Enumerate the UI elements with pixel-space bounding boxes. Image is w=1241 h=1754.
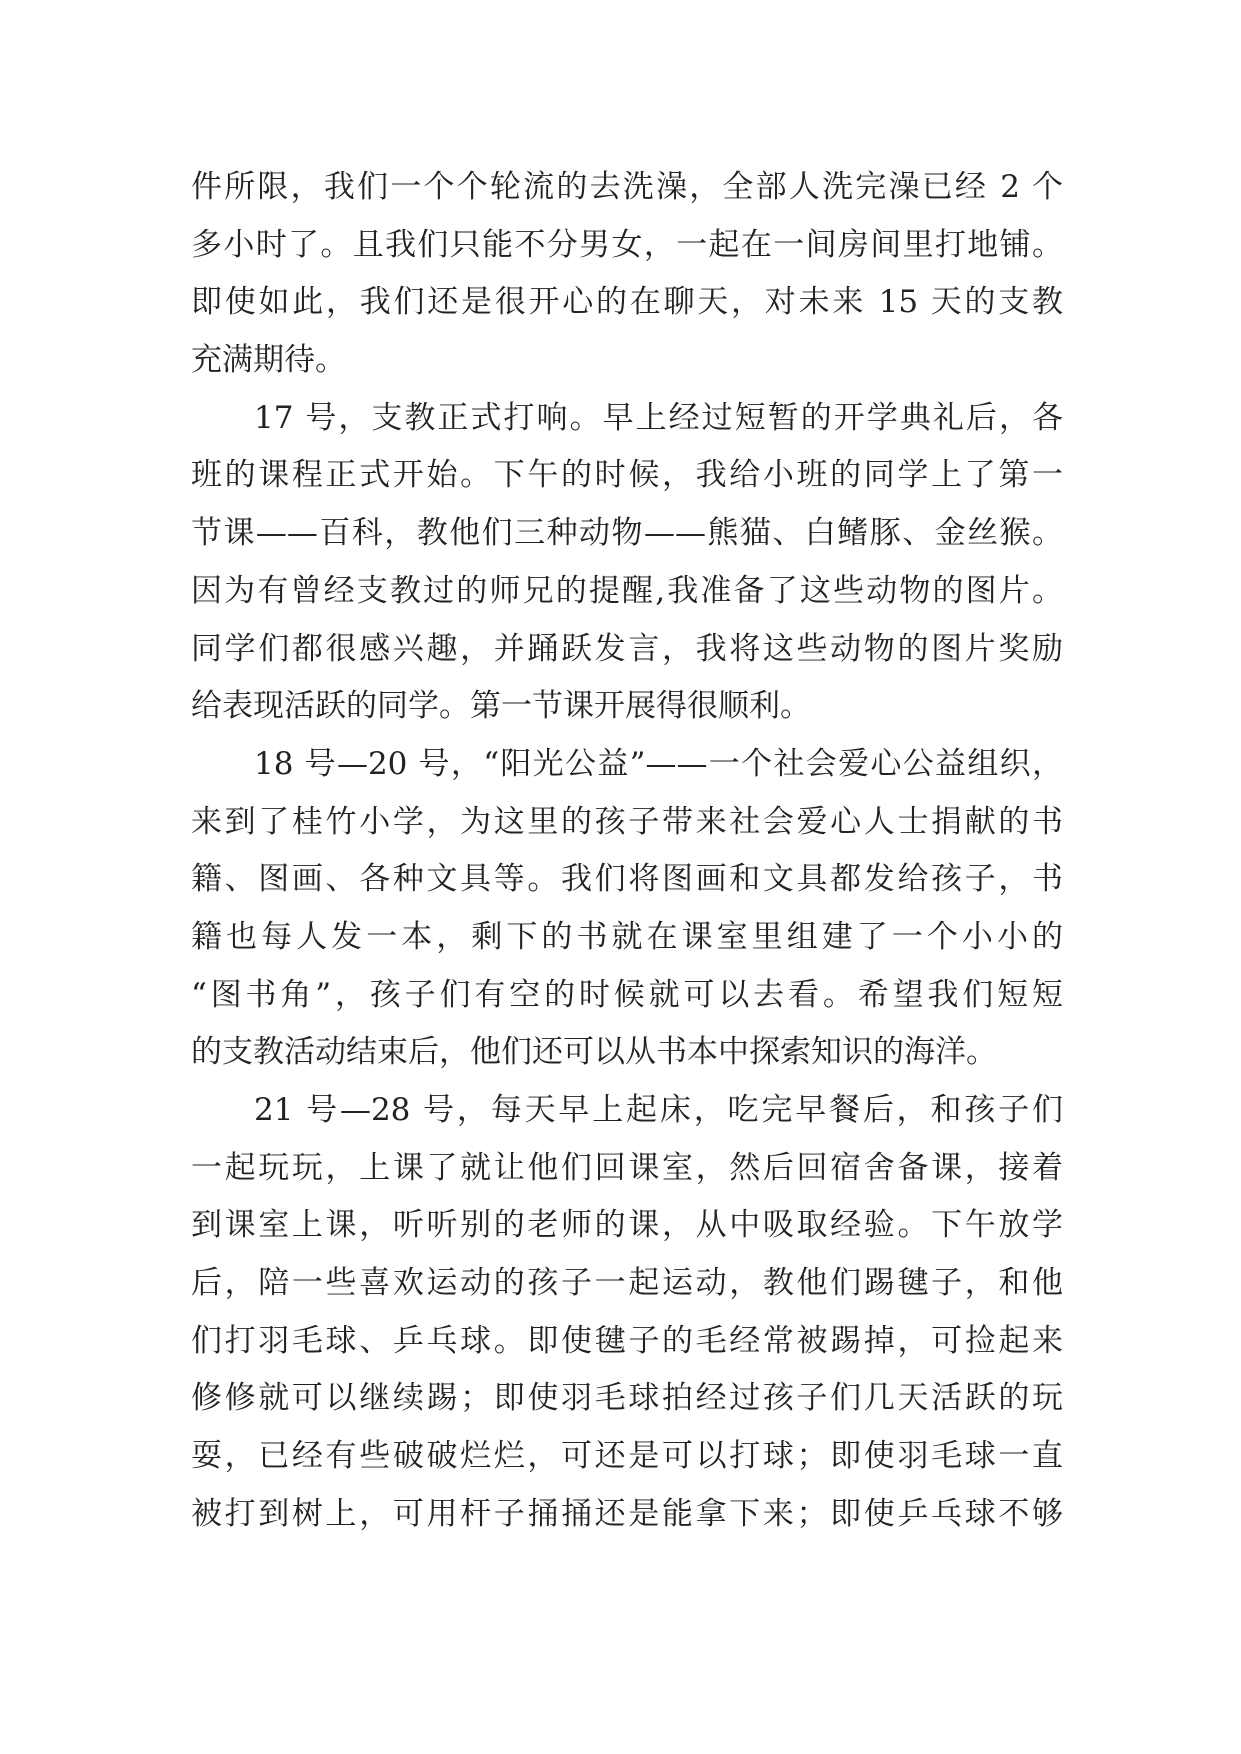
text-line: 被打到树上，可用杆子捅捅还是能拿下来；即使乒乓球不够 <box>191 1495 1063 1532</box>
text-line: 们打羽毛球、乒乓球。即使毽子的毛经常被踢掉，可捡起来 <box>191 1322 1063 1359</box>
text-line: 到课室上课，听听别的老师的课，从中吸取经验。下午放学 <box>191 1207 1063 1244</box>
text-line: 同学们都很感兴趣，并踊跃发言，我将这些动物的图片奖励 <box>191 630 1063 667</box>
text-line: 修修就可以继续踢；即使羽毛球拍经过孩子们几天活跃的玩 <box>191 1380 1063 1417</box>
text-line: 节课——百科，教他们三种动物——熊猫、白鳍豚、金丝猴。 <box>191 515 1063 552</box>
text-line: 一起玩玩，上课了就让他们回课室，然后回宿舍备课，接着 <box>191 1149 1063 1186</box>
document-body <box>191 159 1063 1544</box>
text-line: 因为有曾经支教过的师兄的提醒,我准备了这些动物的图片。 <box>191 572 1063 609</box>
text-line: 充满期待。 <box>191 342 346 379</box>
text-line: 17 号，支教正式打响。早上经过短暂的开学典礼后，各 <box>254 399 1063 436</box>
text-line: 18 号—20 号，“阳光公益”——一个社会爱心公益组织， <box>254 745 1063 782</box>
text-line: 21 号—28 号，每天早上起床，吃完早餐后，和孩子们 <box>254 1092 1063 1128</box>
text-line: 多小时了。且我们只能不分男女，一起在一间房间里打地铺。 <box>191 226 1063 263</box>
text-line: 后，陪一些喜欢运动的孩子一起运动，教他们踢毽子，和他 <box>191 1265 1063 1302</box>
text-line: 耍，已经有些破破烂烂，可还是可以打球；即使羽毛球一直 <box>191 1438 1063 1475</box>
text-line: 籍、图画、各种文具等。我们将图画和文具都发给孩子，书 <box>191 861 1063 898</box>
text-line: 件所限，我们一个个轮流的去洗澡，全部人洗完澡已经 2 个 <box>191 169 1063 205</box>
text-line: 班的课程正式开始。下午的时候，我给小班的同学上了第一 <box>191 457 1063 494</box>
text-line: 给表现活跃的同学。第一节课开展得很顺利。 <box>191 688 811 725</box>
text-line: 籍也每人发一本，剩下的书就在课室里组建了一个小小的 <box>191 918 1063 955</box>
text-line: “图书角”，孩子们有空的时候就可以去看。希望我们短短 <box>191 976 1063 1013</box>
text-line: 的支教活动结束后，他们还可以从书本中探索知识的海洋。 <box>191 1034 997 1071</box>
text-line: 即使如此，我们还是很开心的在聊天，对未来 15 天的支教 <box>191 284 1063 321</box>
text-line: 来到了桂竹小学，为这里的孩子带来社会爱心人士捐献的书 <box>191 803 1063 840</box>
